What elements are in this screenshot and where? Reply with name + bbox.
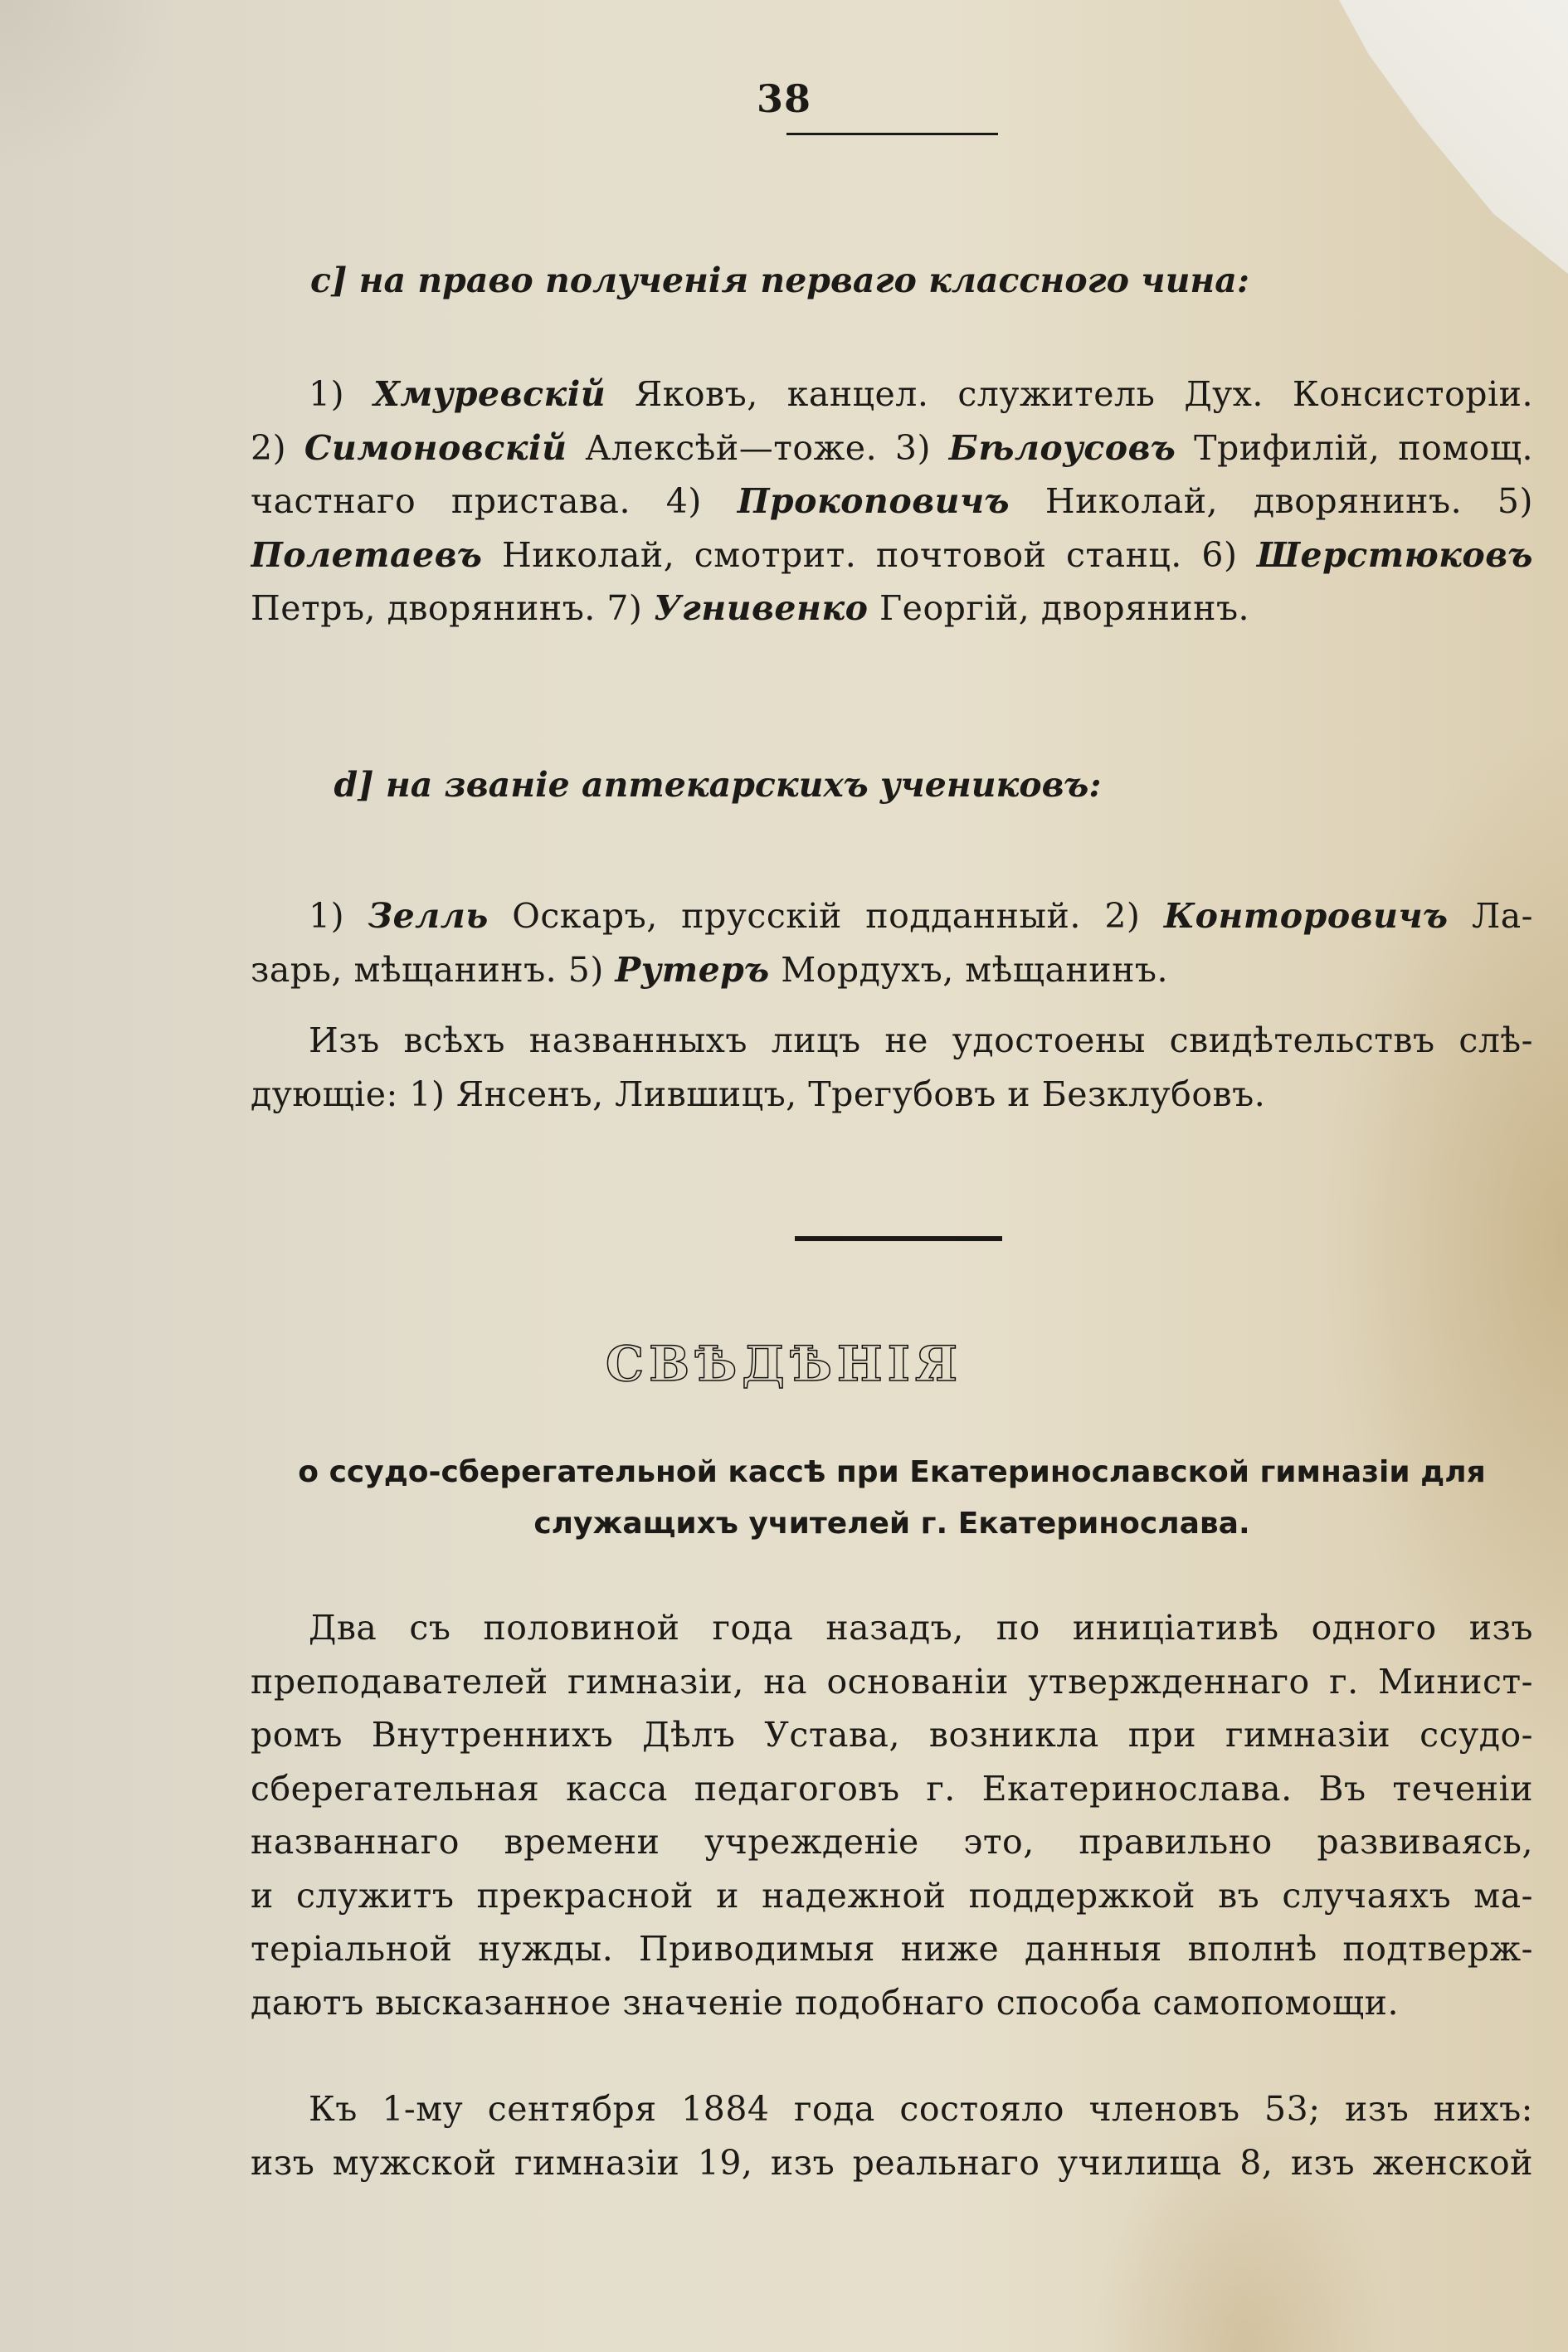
section-title: СВѢДѢНІЯ (606, 1336, 962, 1392)
person-surname: Угнивенко (653, 588, 869, 628)
person-surname: Рутеръ (615, 949, 770, 990)
person-surname: Хмуревскій (373, 374, 606, 414)
list-line (251, 943, 1533, 997)
page-number: 38 (756, 76, 811, 121)
summary-line: Изъ всѣхъ названныхъ лицъ не удостоены свидѣтельствъ слѣ- (309, 1020, 1533, 1060)
list-text: 1) (309, 374, 374, 414)
person-surname: Прокоповичъ (737, 481, 1010, 521)
list-text: зарь, мѣщанинъ. 5) (251, 949, 616, 990)
list-line (251, 889, 1533, 943)
person-surname: Шерстюковъ (1257, 534, 1533, 575)
section-c-list (251, 368, 1533, 635)
list-text: Трифилій, помощ. (1176, 427, 1533, 468)
person-surname: Конторовичъ (1163, 896, 1449, 936)
list-line (251, 582, 1533, 635)
person-surname: Симоновскій (304, 427, 567, 468)
summary-paragraph (251, 1014, 1533, 1121)
list-text: 1) (309, 896, 368, 936)
person-surname: Бѣлоусовъ (948, 427, 1176, 468)
body-line: преподавателей гимназіи, на основаніи утвержденнаго г. Минист- (251, 1661, 1533, 1702)
section-subtitle-line: служащихъ учителей г. Екатеринослава. (533, 1507, 1250, 1541)
summary-line: дующіе: 1) Янсенъ, Лившицъ, Трегубовъ и Безклубовъ. (251, 1074, 1266, 1114)
list-line (251, 421, 1533, 475)
section-subtitle-line: о ссудо-сберегательной кассѣ при Екатеринославской гимназіи для (298, 1455, 1486, 1489)
list-text: Алексѣй—тоже. 3) (567, 427, 949, 468)
list-text: Яковъ, канцел. служитель Дух. Консисторіи. (606, 374, 1533, 414)
list-text: Оскаръ, прусскій подданный. 2) (488, 896, 1164, 936)
list-line (251, 528, 1533, 582)
body-line: даютъ высказанное значеніе подобнаго способа самопомощи. (251, 1982, 1400, 2023)
list-line (251, 368, 1533, 421)
list-text: Мордухъ, мѣщанинъ. (769, 949, 1169, 990)
list-text: Георгій, дворянинъ. (868, 588, 1250, 628)
body-line: Къ 1-му сентября 1884 года состояло членовъ 53; изъ нихъ: (309, 2089, 1533, 2129)
list-line (251, 475, 1533, 528)
list-text: Николай, дворянинъ. 5) (1010, 481, 1533, 521)
list-text: 2) (251, 427, 304, 468)
body-line: ромъ Внутреннихъ Дѣлъ Устава, возникла при гимназіи ссудо- (251, 1715, 1533, 1755)
body-paragraph-1 (251, 1601, 1533, 2029)
list-text: Ла- (1448, 896, 1533, 936)
list-text: частнаго пристава. 4) (251, 481, 738, 521)
body-line: теріальной нужды. Приводимыя ниже данныя вполнѣ подтверж- (251, 1929, 1533, 1969)
folded-corner (1319, 0, 1568, 274)
person-surname: Полетаевъ (251, 534, 483, 575)
body-line: сберегательная касса педагоговъ г. Екатеринослава. Въ теченіи (251, 1768, 1533, 1809)
section-divider (795, 1236, 1002, 1241)
body-line: названнаго времени учрежденіе это, правильно развиваясь, (251, 1822, 1533, 1862)
body-line: Два съ половиной года назадъ, по иниціативѣ одного изъ (309, 1608, 1533, 1648)
body-line: изъ мужской гимназіи 19, изъ реальнаго училища 8, изъ женской (251, 2142, 1533, 2183)
person-surname: Зелль (368, 896, 489, 936)
page-number-rule (786, 133, 998, 135)
body-line: и служитъ прекрасной и надежной поддержкой въ случаяхъ ма- (251, 1875, 1533, 1916)
list-text: Николай, смотрит. почтовой станц. 6) (482, 534, 1258, 575)
body-paragraph-2 (251, 2082, 1533, 2189)
section-d-heading: d] на званіе аптекарскихъ учениковъ: (334, 765, 1102, 805)
list-text: Петръ, дворянинъ. 7) (251, 588, 654, 628)
section-c-heading: c] на право полученія перваго классного чина: (309, 261, 1250, 300)
section-d-list (251, 889, 1533, 996)
